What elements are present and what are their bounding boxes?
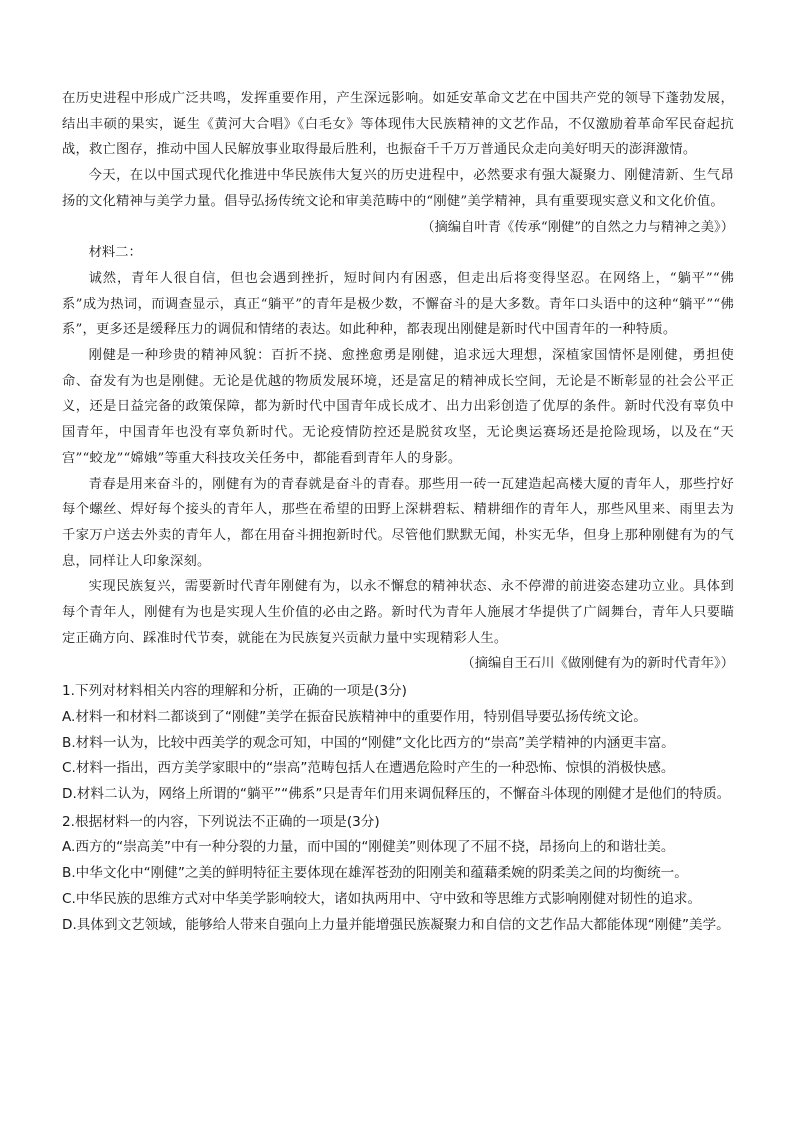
- question1-option-c: C.材料一指出，西方美学家眼中的“崇高”范畴包括人在遭遇危险时产生的一种恐怖、惊惧的消极快感。: [62, 760, 675, 777]
- material1-paragraph-today: 今天，在以中国式现代化推进中华民族伟大复兴的历史进程中，必然要求有强大凝聚力、刚健清新、生气昂扬的文化精神与美学力量。倡导弘扬传统文论和审美范畴中的“刚健”美学精神，具有重要现实意义和文化价值。: [62, 168, 734, 209]
- material2-paragraph: 刚健是一种珍贵的精神风貌：百折不挠、愈挫愈勇是刚健，追求远大理想，深植家国情怀是刚健，勇担使命、奋发有为也是刚健。无论是优越的物质发展环境，还是富足的精神成长空间，无论是不断彰显的社会公平正义，还是日益完备的政策保障，都为新时代中国青年成长成才、出力出彩创造了优厚的条件。新时代没有辜负中国青年，中国青年也没有辜负新时代。无论疫情防控还是脱贫攻坚，无论奥运赛场还是抢险现场，以及在“天宫”“蛟龙”“嫦娥”等重大科技攻关任务中，都能看到青年人的身影。: [62, 348, 734, 466]
- material2-paragraph: 实现民族复兴，需要新时代青年刚健有为，以永不懈怠的精神状态、永不停滞的前进姿态建功立业。具体到每个青年人，刚健有为也是实现人生价值的必由之路。新时代为青年人施展才华提供了广阔舞台，青年人只要瞄定正确方向、踩准时代节奏，就能在为民族复兴贡献力量中实现精彩人生。: [62, 579, 734, 646]
- material1-source: （摘编自叶青《传承“刚健”的自然之力与精神之美》）: [421, 219, 734, 235]
- question2-stem: 2.根据材料一的内容，下列说法不正确的一项是(3分): [62, 813, 380, 830]
- material2-paragraph: 诚然，青年人很自信，但也会遇到挫折，短时间内有困惑，但走出后将变得坚忍。在网络上，“躺平”“佛系”成为热词，而调查显示，真正“躺平”的青年是极少数，不懈奋斗的是大多数。青年口头语中的这种“躺平”“佛系”，更多还是缓释压力的调侃和情绪的表达。如此种种，都表现出刚健是新时代中国青年的一种特质。: [62, 270, 734, 338]
- material2-paragraph: 青春是用来奋斗的，刚健有为的青春就是奋斗的青春。那些用一砖一瓦建造起高楼大厦的青年人，那些拧好每个螺丝、焊好每个接头的青年人，那些在希望的田野上深耕碧耘、精耕细作的青年人，那些风里来、雨里去为千家万户送去外卖的青年人，都在用奋斗拥抱新时代。尽管他们默默无闻，朴实无华，但身上那种刚健有为的气息，同样让人印象深刻。: [62, 476, 734, 569]
- question2-option-d: D.具体到文艺领域，能够给人带来自强向上力量并能增强民族凝聚力和自信的文艺作品大都能体现“刚健”美学。: [62, 916, 730, 933]
- question2-option-c: C.中华民族的思维方式对中华美学影响较大，诸如执两用中、守中致和等思维方式影响刚健对韧性的追求。: [62, 890, 702, 907]
- question2-option-b: B.中华文化中“刚健”之美的鲜明特征主要体现在雄浑苍劲的阳刚美和蕴藉柔婉的阴柔美之间的均衡统一。: [62, 865, 688, 882]
- question1-option-d: D.材料二认为，网络上所谓的“躺平”“佛系”只是青年们用来调侃释压的，不懈奋斗体现的刚健才是他们的特质。: [62, 785, 731, 802]
- question1-option-b: B.材料一认为，比较中西美学的观念可知，中国的“刚健”文化比西方的“崇高”美学精神的内涵更丰富。: [62, 734, 675, 751]
- material2-source: （摘编自王石川《做刚健有为的新时代青年》）: [461, 656, 734, 672]
- material1-paragraph-continued: 在历史进程中形成广泛共鸣，发挥重要作用，产生深远影响。如延安革命文艺在中国共产党的领导下蓬勃发展，结出丰硕的果实，诞生《黄河大合唱》《白毛女》等体现伟大民族精神的文艺作品，不仅激励着革命军民奋起抗战，救亡图存，推动中国人民解放事业取得最后胜利，也振奋千千万万普通民众走向美好明天的澎湃激情。: [62, 91, 734, 158]
- question2-option-a: A.西方的“崇高美”中有一种分裂的力量，而中国的“刚健美”则体现了不屈不挠，昂扬向上的和谐壮美。: [62, 839, 675, 856]
- question1-stem: 1.下列对材料相关内容的理解和分析，正确的一项是(3分): [62, 683, 407, 700]
- exam-page: [62, 86, 734, 938]
- question1-option-a: A.材料一和材料二都谈到了“刚健”美学在振奋民族精神中的重要作用，特别倡导要弘扬传统文论。: [62, 708, 647, 725]
- material2-label: 材料二：: [88, 245, 142, 261]
